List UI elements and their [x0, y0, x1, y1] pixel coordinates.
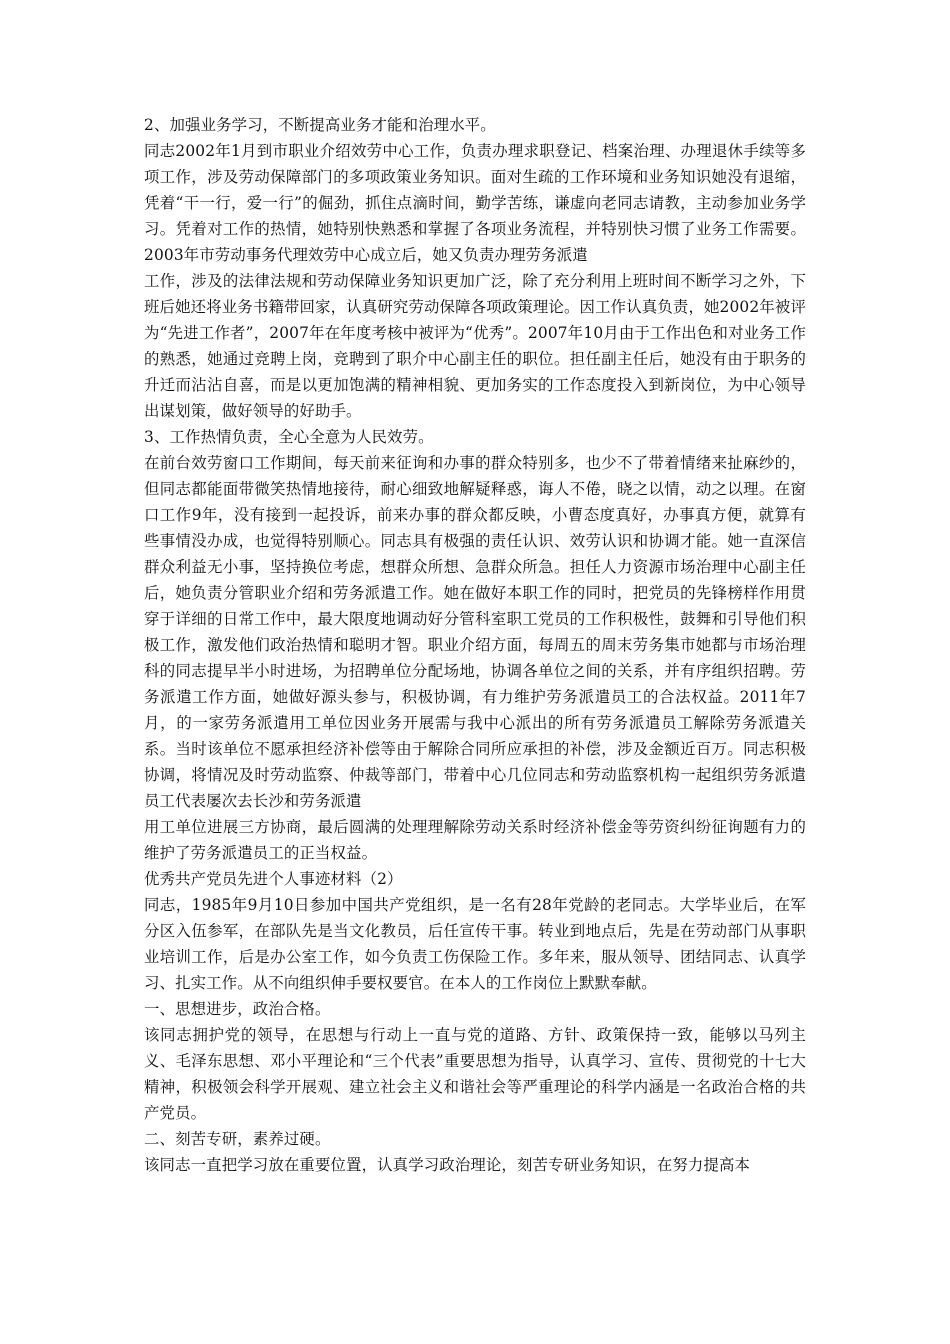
document-title: 优秀共产党员先进个人事迹材料（2） [144, 870, 403, 888]
body-paragraph: 同志，1985年9月10日参加中国共产党组织，是一名有28年党龄的老同志。大学毕业后，在军分区入伍参军，在部队先是当文化教员，后任宣传干事。转业到地点后，先是在劳动部门从事职业培训工作，后是办公室工作，如今负责工伤保险工作。多年来，服从领导、团结同志、认真学习、扎实工作。从不向组织伸手要权要官。在本人的工作岗位上默默奉献。 [144, 896, 806, 992]
body-paragraph: 该同志一直把学习放在重要位置，认真学习政治理论，刻苦专研业务知识，在努力提高本 [144, 1156, 751, 1174]
body-paragraph: 同志2002年1月到市职业介绍效劳中心工作，负责办理求职登记、档案治理、办理退休手续等多项工作，涉及劳动保障部门的多项政策业务知识。面对生疏的工作环境和业务知识她没有退缩，凭着“干一行，爱一行”的倔劲，抓住点滴时间，勤学苦练，谦虚向老同志请教，主动参加业务学习。凭着对工作的热情，她特别快熟悉和掌握了各项业务流程，并特别快习惯了业务工作需要。2003年市劳动事务代理效劳中心成立后，她又负责办理劳务派遣 [144, 142, 806, 264]
section-heading: 2、加强业务学习，不断提高业务才能和治理水平。 [144, 116, 496, 134]
section-heading: 3、工作热情负责，全心全意为人民效劳。 [144, 428, 434, 446]
body-paragraph: 该同志拥护党的领导，在思想与行动上一直与党的道路、方针、政策保持一致，能够以马列主义、毛泽东思想、邓小平理论和“三个代表”重要思想为指导，认真学习、宣传、贯彻党的十七大精神，积极领会科学开展观、建立社会主义和谐社会等严重理论的科学内涵是一名政治合格的共产党员。 [144, 1026, 806, 1122]
body-paragraph: 用工单位进展三方协商，最后圆满的处理理解除劳动关系时经济补偿金等劳资纠纷征询题有力的维护了劳务派遣员工的正当权益。 [144, 818, 806, 862]
body-paragraph: 在前台效劳窗口工作期间，每天前来征询和办事的群众特别多，也少不了带着情绪来扯麻纱的，但同志都能面带微笑热情地接待，耐心细致地解疑释惑，诲人不倦，晓之以情，动之以理。在窗口工作9年，没有接到一起投诉，前来办事的群众都反映，小曹态度真好，办事真方便，就算有些事情没办成，也觉得特别顺心。同志具有极强的责任认识、效劳认识和协调才能。她一直深信群众利益无小事，坚持换位考虑，想群众所想、急群众所急。担任人力资源市场治理中心副主任后，她负责分管职业介绍和劳务派遣工作。她在做好本职工作的同时，把党员的先锋榜样作用贯穿于详细的日常工作中，最大限度地调动好分管科室职工党员的工作积极性，鼓舞和引导他们积极工作，激发他们政治热情和聪明才智。职业介绍方面，每周五的周末劳务集市她都与市场治理科的同志提早半小时进场，为招聘单位分配场地，协调各单位之间的关系，并有序组织招聘。劳务派遣工作方面，她做好源头参与，积极协调，有力维护劳务派遣员工的合法权益。2011年7月，的一家劳务派遣用工单位因业务开展需与我中心派出的所有劳务派遣员工解除劳务派遣关系。当时该单位不愿承担经济补偿等由于解除合同所应承担的补偿，涉及金额近百万。同志积极协调，将情况及时劳动监察、仲裁等部门，带着中心几位同志和劳动监察机构一起组织劳务派遣员工代表屡次去长沙和劳务派遣 [144, 454, 806, 810]
section-heading: 二、刻苦专研，素养过硬。 [144, 1130, 331, 1148]
section-heading: 一、思想进步，政治合格。 [144, 1000, 331, 1018]
document-page [144, 112, 806, 1178]
body-paragraph: 工作，涉及的法律法规和劳动保障业务知识更加广泛，除了充分利用上班时间不断学习之外，下班后她还将业务书籍带回家，认真研究劳动保障各项政策理论。因工作认真负责，她2002年被评为“先进工作者”，2007年在年度考核中被评为“优秀”。2007年10月由于工作出色和对业务工作的熟悉，她通过竞聘上岗，竞聘到了职介中心副主任的职位。担任副主任后，她没有由于职务的升迁而沾沾自喜，而是以更加饱满的精神相貌、更加务实的工作态度投入到新岗位，为中心领导出谋划策，做好领导的好助手。 [144, 272, 806, 420]
